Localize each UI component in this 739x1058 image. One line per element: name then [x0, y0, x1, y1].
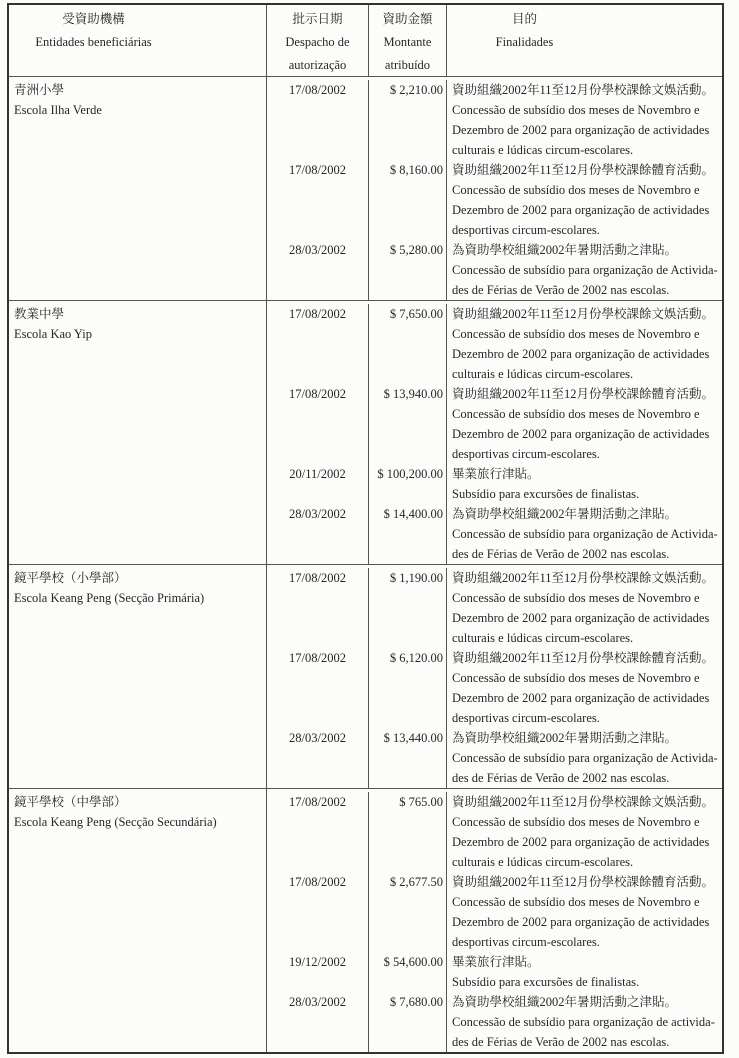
- purpose-cell: [447, 992, 722, 1052]
- purpose-line: 為資助學校組織2002年暑期活動之津貼。: [452, 995, 678, 1009]
- subsidy-entry: [267, 872, 722, 952]
- subsidy-entry: [267, 464, 722, 504]
- authorization-date: 17/08/2002: [267, 648, 369, 728]
- header-amount-pt1: Montante: [383, 35, 432, 49]
- purpose-line: Subsídio para excursões de finalistas.: [452, 487, 640, 501]
- header-purpose-zh: 目的: [511, 12, 537, 26]
- authorization-date: 28/03/2002: [267, 240, 369, 300]
- purpose-line: Concessão de subsídio para organização de activida-: [452, 1015, 715, 1029]
- subsidy-entries: [267, 77, 722, 300]
- purpose-line: culturais e lúdicas circum-escolares.: [452, 631, 634, 645]
- school-name-zh: 鏡平學校（中學部）: [14, 795, 127, 809]
- purpose-cell: [447, 648, 722, 728]
- purpose-line: Dezembro de 2002 para organização de actividades: [452, 691, 710, 705]
- purpose-line: Concessão de subsídio para organização de Activida-: [452, 527, 718, 541]
- amount-value: $ 14,400.00: [369, 504, 447, 564]
- authorization-date: 28/03/2002: [267, 728, 369, 788]
- purpose-cell: [447, 240, 722, 300]
- purpose-line: desportivas circum-escolares.: [452, 935, 600, 949]
- authorization-date: 17/08/2002: [267, 160, 369, 240]
- amount-value: $ 2,677.50: [369, 872, 447, 952]
- purpose-line: culturais e lúdicas circum-escolares.: [452, 143, 634, 157]
- header-authorization-date: [267, 5, 369, 76]
- school-row: [9, 300, 722, 564]
- purpose-line: des de Férias de Verão de 2002 nas escolas.: [452, 547, 670, 561]
- header-beneficiary-pt: Entidades beneficiárias: [35, 35, 152, 49]
- header-amount: [369, 5, 447, 76]
- purpose-cell: [447, 304, 722, 384]
- subsidy-entry: [267, 240, 722, 300]
- subsidy-entry: [267, 504, 722, 564]
- purpose-line: 資助組織2002年11至12月份學校課餘文娛活動。: [452, 571, 715, 585]
- header-amount-pt2: atribuído: [384, 58, 431, 72]
- purpose-cell: [447, 792, 722, 872]
- amount-value: $ 1,190.00: [369, 568, 447, 648]
- purpose-line: Dezembro de 2002 para organização de actividades: [452, 611, 710, 625]
- purpose-line: desportivas circum-escolares.: [452, 447, 600, 461]
- authorization-date: 28/03/2002: [267, 992, 369, 1052]
- school-row: [9, 77, 722, 300]
- beneficiary-cell: [9, 789, 267, 1052]
- school-name-pt: Escola Kao Yip: [14, 327, 92, 341]
- amount-value: $ 100,200.00: [369, 464, 447, 504]
- subsidy-entry: [267, 952, 722, 992]
- purpose-cell: [447, 384, 722, 464]
- table-body: [9, 77, 722, 1052]
- purpose-line: Concessão de subsídio dos meses de Novembro e: [452, 815, 700, 829]
- subsidy-entry: [267, 992, 722, 1052]
- school-name-pt: Escola Ilha Verde: [14, 103, 102, 117]
- subsidy-entries: [267, 301, 722, 564]
- amount-value: $ 7,680.00: [369, 992, 447, 1052]
- beneficiary-cell: [9, 565, 267, 788]
- purpose-cell: [447, 952, 722, 992]
- purpose-cell: [447, 504, 722, 564]
- purpose-line: Concessão de subsídio dos meses de Novembro e: [452, 591, 700, 605]
- school-row: [9, 564, 722, 788]
- header-beneficiary: [9, 5, 267, 76]
- purpose-line: Concessão de subsídio para organização de Activida-: [452, 263, 718, 277]
- subsidy-entry: [267, 160, 722, 240]
- purpose-cell: [447, 728, 722, 788]
- authorization-date: 17/08/2002: [267, 872, 369, 952]
- purpose-line: desportivas circum-escolares.: [452, 711, 600, 725]
- purpose-line: 資助組織2002年11至12月份學校課餘體育活動。: [452, 875, 715, 889]
- subsidy-entry: [267, 792, 722, 872]
- purpose-line: desportivas circum-escolares.: [452, 223, 600, 237]
- header-authorization-date-pt1: Despacho de: [285, 35, 350, 49]
- purpose-line: Dezembro de 2002 para organização de actividades: [452, 427, 710, 441]
- authorization-date: 17/08/2002: [267, 304, 369, 384]
- purpose-line: des de Férias de Verão de 2002 nas escolas.: [452, 1035, 670, 1049]
- purpose-line: 資助組織2002年11至12月份學校課餘文娛活動。: [452, 795, 715, 809]
- authorization-date: 20/11/2002: [267, 464, 369, 504]
- purpose-line: Dezembro de 2002 para organização de actividades: [452, 835, 710, 849]
- purpose-line: des de Férias de Verão de 2002 nas escolas.: [452, 283, 670, 297]
- purpose-line: Concessão de subsídio dos meses de Novembro e: [452, 327, 700, 341]
- authorization-date: 28/03/2002: [267, 504, 369, 564]
- subsidy-entry: [267, 304, 722, 384]
- purpose-cell: [447, 160, 722, 240]
- purpose-line: Concessão de subsídio dos meses de Novembro e: [452, 895, 700, 909]
- header-amount-zh: 資助金額: [382, 12, 433, 26]
- header-authorization-date-pt2: autorização: [288, 58, 347, 72]
- amount-value: $ 6,120.00: [369, 648, 447, 728]
- table-header-row: [9, 5, 722, 77]
- purpose-line: 資助組織2002年11至12月份學校課餘文娛活動。: [452, 307, 715, 321]
- amount-value: $ 765.00: [369, 792, 447, 872]
- school-name-zh: 教業中學: [14, 307, 65, 321]
- purpose-line: culturais e lúdicas circum-escolares.: [452, 855, 634, 869]
- subsidy-entries: [267, 565, 722, 788]
- purpose-line: culturais e lúdicas circum-escolares.: [452, 367, 634, 381]
- amount-value: $ 7,650.00: [369, 304, 447, 384]
- amount-value: $ 8,160.00: [369, 160, 447, 240]
- purpose-cell: [447, 80, 722, 160]
- purpose-line: 資助組織2002年11至12月份學校課餘體育活動。: [452, 163, 715, 177]
- header-purpose: [447, 5, 722, 76]
- authorization-date: 17/08/2002: [267, 792, 369, 872]
- beneficiary-cell: [9, 77, 267, 300]
- authorization-date: 17/08/2002: [267, 80, 369, 160]
- header-purpose-pt: Finalidades: [495, 35, 554, 49]
- header-beneficiary-zh: 受資助機構: [62, 12, 125, 26]
- school-name-pt: Escola Keang Peng (Secção Primária): [14, 591, 205, 605]
- purpose-line: Concessão de subsídio dos meses de Novembro e: [452, 183, 700, 197]
- subsidy-entry: [267, 568, 722, 648]
- purpose-line: 為資助學校組織2002年暑期活動之津貼。: [452, 731, 678, 745]
- purpose-cell: [447, 568, 722, 648]
- amount-value: $ 5,280.00: [369, 240, 447, 300]
- purpose-line: Dezembro de 2002 para organização de actividades: [452, 915, 710, 929]
- subsidy-entries: [267, 789, 722, 1052]
- subsidy-entry: [267, 384, 722, 464]
- school-name-zh: 鏡平學校（小學部）: [14, 571, 127, 585]
- amount-value: $ 13,440.00: [369, 728, 447, 788]
- amount-value: $ 54,600.00: [369, 952, 447, 992]
- purpose-line: 資助組織2002年11至12月份學校課餘文娛活動。: [452, 83, 715, 97]
- purpose-cell: [447, 464, 722, 504]
- purpose-line: 為資助學校組織2002年暑期活動之津貼。: [452, 243, 678, 257]
- purpose-line: Concessão de subsídio para organização de Activida-: [452, 751, 718, 765]
- authorization-date: 17/08/2002: [267, 384, 369, 464]
- purpose-line: Subsídio para excursões de finalistas.: [452, 975, 640, 989]
- school-name-zh: 青洲小學: [14, 83, 65, 97]
- amount-value: $ 13,940.00: [369, 384, 447, 464]
- subsidy-entry: [267, 728, 722, 788]
- subsidy-entry: [267, 80, 722, 160]
- purpose-line: des de Férias de Verão de 2002 nas escolas.: [452, 771, 670, 785]
- purpose-line: 畢業旅行津貼。: [452, 467, 540, 481]
- school-name-pt: Escola Keang Peng (Secção Secundária): [14, 815, 217, 829]
- purpose-line: Dezembro de 2002 para organização de actividades: [452, 203, 710, 217]
- authorization-date: 19/12/2002: [267, 952, 369, 992]
- header-authorization-date-zh: 批示日期: [292, 12, 343, 26]
- purpose-line: 資助組織2002年11至12月份學校課餘體育活動。: [452, 651, 715, 665]
- purpose-line: Dezembro de 2002 para organização de actividades: [452, 347, 710, 361]
- purpose-line: Concessão de subsídio dos meses de Novembro e: [452, 407, 700, 421]
- purpose-line: Concessão de subsídio dos meses de Novembro e: [452, 671, 700, 685]
- purpose-line: Dezembro de 2002 para organização de actividades: [452, 123, 710, 137]
- subsidy-table: [7, 3, 724, 1054]
- purpose-line: 畢業旅行津貼。: [452, 955, 540, 969]
- school-row: [9, 788, 722, 1052]
- purpose-cell: [447, 872, 722, 952]
- subsidy-entry: [267, 648, 722, 728]
- amount-value: $ 2,210.00: [369, 80, 447, 160]
- purpose-line: 為資助學校組織2002年暑期活動之津貼。: [452, 507, 678, 521]
- authorization-date: 17/08/2002: [267, 568, 369, 648]
- purpose-line: Concessão de subsídio dos meses de Novembro e: [452, 103, 700, 117]
- purpose-line: 資助組織2002年11至12月份學校課餘體育活動。: [452, 387, 715, 401]
- beneficiary-cell: [9, 301, 267, 564]
